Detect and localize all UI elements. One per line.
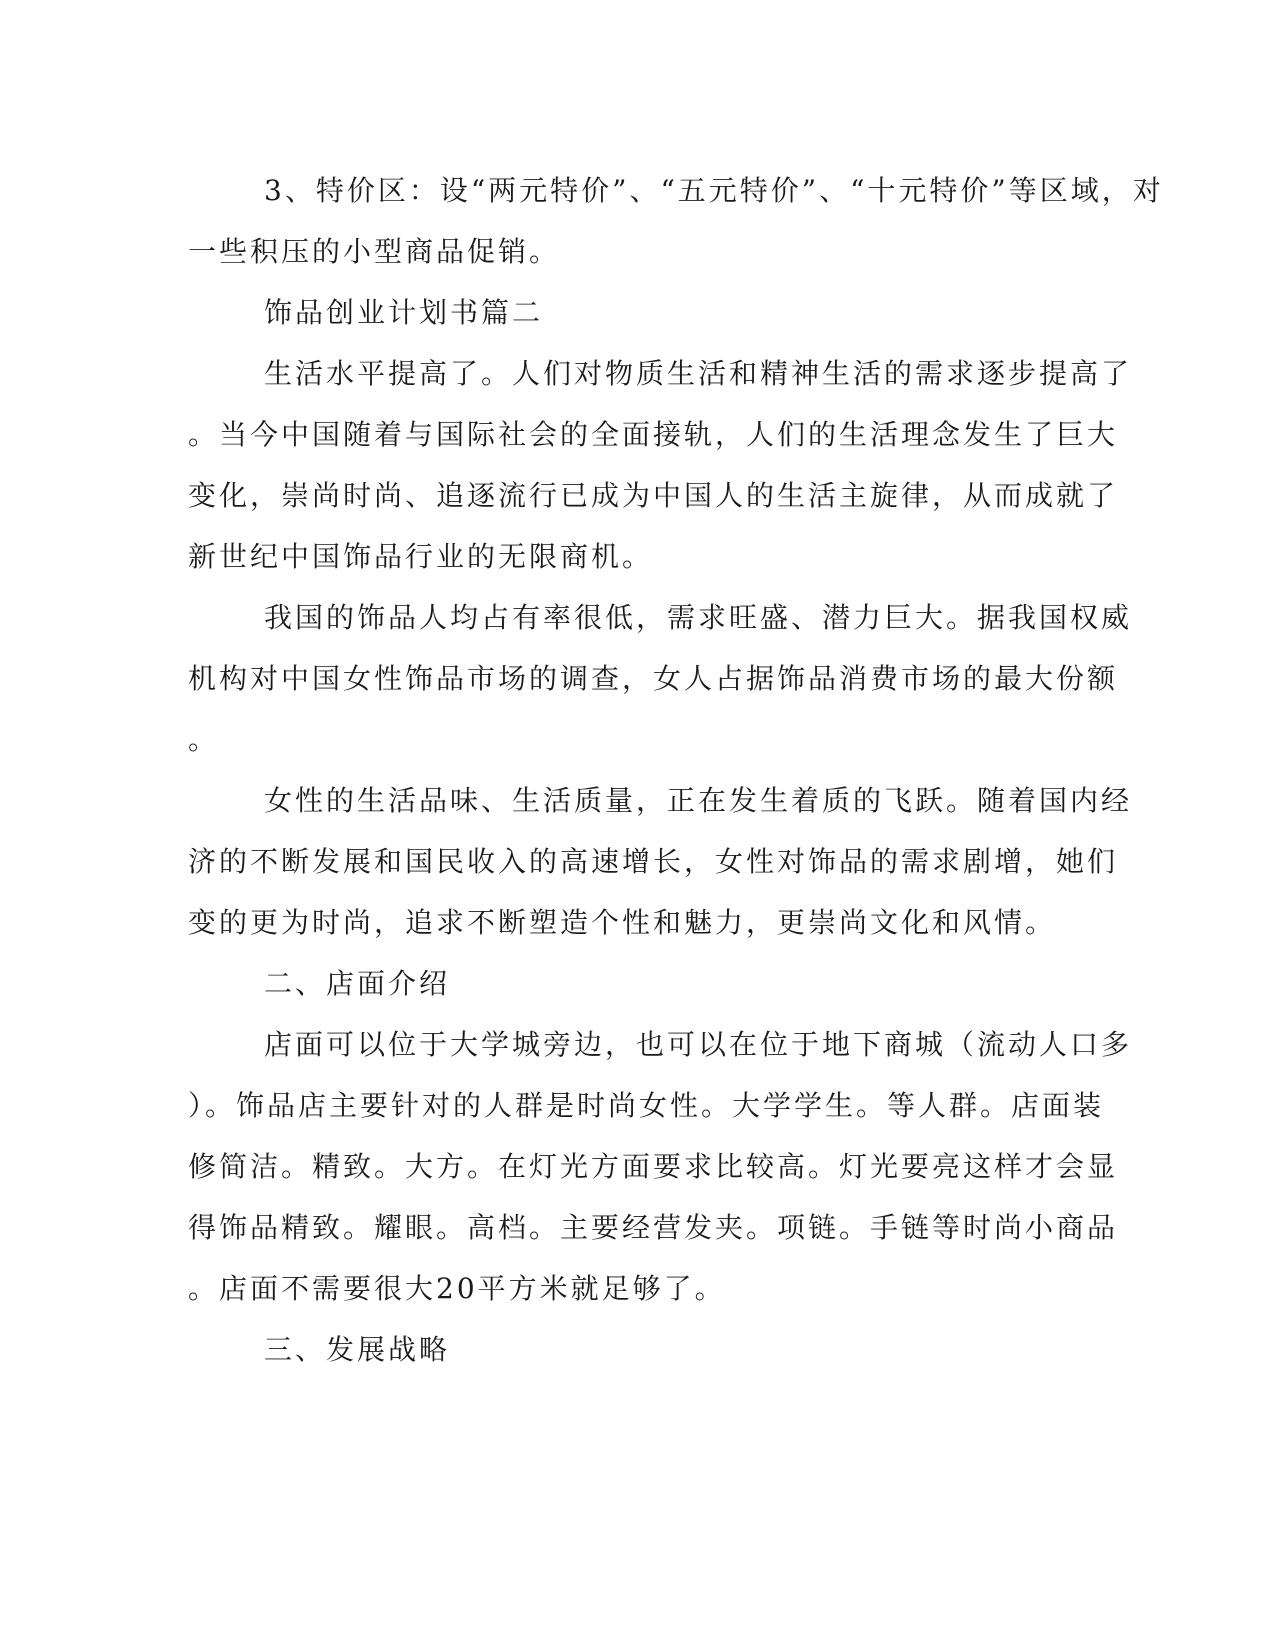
paragraph-store-description bbox=[188, 1014, 1133, 1319]
text-line: 饰品创业计划书篇二 bbox=[264, 296, 544, 329]
text-line: 变的更为时尚，追求不断塑造个性和魅力，更崇尚文化和风情。 bbox=[188, 906, 1057, 939]
text-line: 女性的生活品味、生活质量，正在发生着质的飞跃。随着国内经 bbox=[264, 784, 1133, 817]
document-body bbox=[188, 160, 1164, 1380]
text-line: 新世纪中国饰品行业的无限商机。 bbox=[188, 540, 654, 573]
text-line: 。店面不需要很大20平方米就足够了。 bbox=[188, 1272, 726, 1305]
text-line: 生活水平提高了。人们对物质生活和精神生活的需求逐步提高了 bbox=[264, 357, 1133, 390]
text-line: 我国的饰品人均占有率很低，需求旺盛、潜力巨大。据我国权威 bbox=[264, 601, 1133, 634]
section-heading-store-intro bbox=[188, 953, 1080, 1014]
text-line: 二、店面介绍 bbox=[264, 967, 451, 1000]
paragraph-special-price-zone bbox=[188, 160, 1164, 282]
text-line: 3、特价区：设“两元特价”、“五元特价”、“十元特价”等区域，对 bbox=[264, 174, 1164, 207]
paragraph-women-taste bbox=[188, 770, 1133, 953]
text-line: 一些积压的小型商品促销。 bbox=[188, 235, 561, 268]
paragraph-living-standards bbox=[188, 343, 1133, 587]
text-line: 修简洁。精致。大方。在灯光方面要求比较高。灯光要亮这样才会显 bbox=[188, 1150, 1119, 1183]
text-line: 变化，崇尚时尚、追逐流行已成为中国人的生活主旋律，从而成就了 bbox=[188, 479, 1119, 512]
text-line: 得饰品精致。耀眼。高档。主要经营发夹。项链。手链等时尚小商品 bbox=[188, 1211, 1119, 1244]
text-line: 店面可以位于大学城旁边，也可以在位于地下商城（流动人口多 bbox=[264, 1028, 1133, 1061]
text-line: 三、发展战略 bbox=[264, 1333, 451, 1366]
text-line: ）。饰品店主要针对的人群是时尚女性。大学学生。等人群。店面装 bbox=[188, 1089, 1105, 1122]
section-heading-part-two bbox=[188, 282, 1080, 343]
section-heading-strategy bbox=[188, 1319, 1080, 1380]
text-line: 济的不断发展和国民收入的高速增长，女性对饰品的需求剧增，她们 bbox=[188, 845, 1119, 878]
text-line: 。 bbox=[188, 723, 220, 756]
text-line: 。当今中国随着与国际社会的全面接轨，人们的生活理念发生了巨大 bbox=[188, 418, 1119, 451]
text-line: 机构对中国女性饰品市场的调查，女人占据饰品消费市场的最大份额 bbox=[188, 662, 1119, 695]
paragraph-market-potential bbox=[188, 587, 1133, 770]
